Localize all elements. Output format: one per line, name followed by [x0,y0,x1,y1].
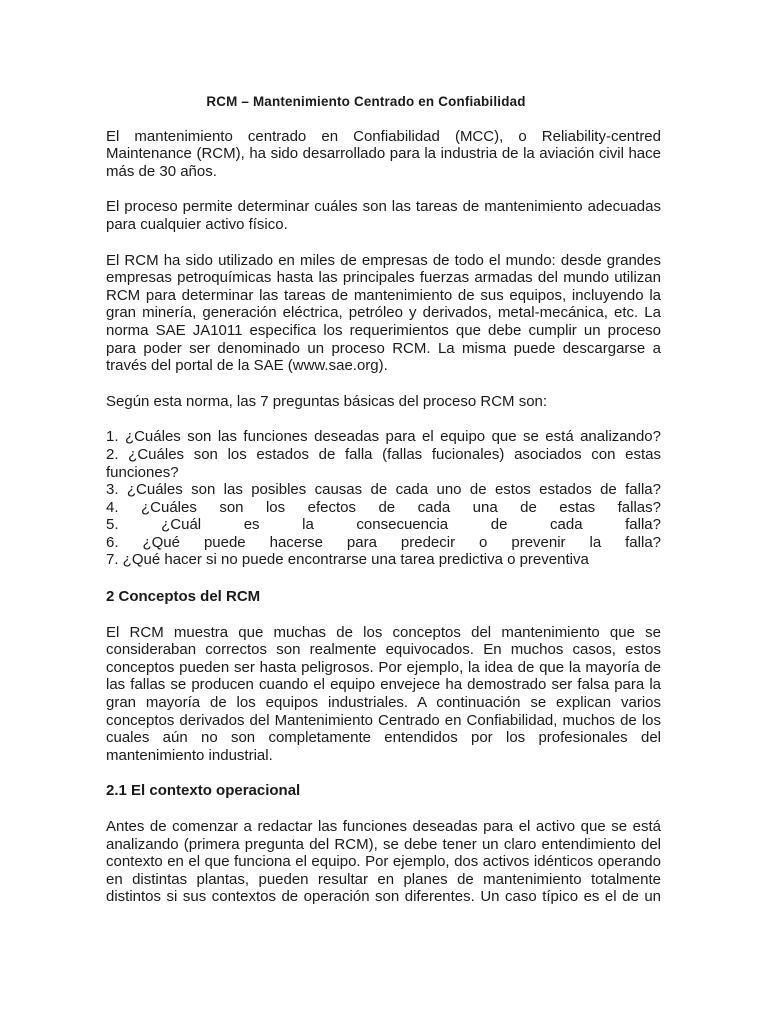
question-item: 2. ¿Cuáles son los estados de falla (fallas fucionales) asociados con estas funciones? [106,445,661,481]
document-page [106,93,661,924]
section-heading-contexto: 2.1 El contexto operacional [106,782,301,800]
question-item: 7. ¿Qué hacer si no puede encontrarse una tarea predictiva o preventiva [106,551,589,569]
question-item: 4. ¿Cuáles son los efectos de cada una de estas fallas? [106,498,661,516]
paragraph-conceptos: El RCM muestra que muchas de los conceptos del mantenimiento que se consideraban correctos son realmente equivocados. En muchos casos, estos conceptos pueden ser hasta peligrosos. Por ejemplo, la idea de que la mayoría de las fallas se producen cuando el equipo envejece ha demostrado ser falsa para la gran mayoría de los equipos industriales. A continuación se explican varios conceptos derivados del Mantenimiento Centrado en Confiabilidad, muchos de los cuales aún no son completamente entendidos por los profesionales del mantenimiento industrial. [106,623,661,764]
paragraph-intro: El mantenimiento centrado en Confiabilidad (MCC), o Reliability-centred Maintenance (RCM), ha sido desarrollado para la industria de la aviación civil hace más de 30 años. [106,127,661,180]
paragraph-questions-intro: Según esta norma, las 7 preguntas básicas del proceso RCM son: [106,392,548,410]
question-item: 5. ¿Cuál es la consecuencia de cada falla? [106,516,661,534]
questions-list [106,428,661,569]
paragraph-usage: El RCM ha sido utilizado en miles de empresas de todo el mundo: desde grandes empresas petroquímicas hasta las principales fuerzas armadas del mundo utilizan RCM para determinar las tareas de mantenimiento de sus equipos, incluyendo la gran minería, generación eléctrica, petróleo y derivados, metal-mecánica, etc. La norma SAE JA1011 especifica los requerimientos que debe cumplir un proceso para poder ser denominado un proceso RCM. La misma puede descargarse a través del portal de la SAE (www.sae.org). [106,251,661,375]
paragraph-process: El proceso permite determinar cuáles son las tareas de mantenimiento adecuadas para cualquier activo físico. [106,198,661,233]
question-item: 6. ¿Qué puede hacerse para predecir o prevenir la falla? [106,533,661,551]
question-item: 1. ¿Cuáles son las funciones deseadas para el equipo que se está analizando? [106,428,661,446]
document-title: RCM – Mantenimiento Centrado en Confiabilidad [206,94,526,109]
question-item: 3. ¿Cuáles son las posibles causas de cada uno de estos estados de falla? [106,481,661,499]
section-heading-conceptos: 2 Conceptos del RCM [106,588,261,606]
paragraph-contexto: Antes de comenzar a redactar las funciones deseadas para el activo que se está analizando (primera pregunta del RCM), se debe tener un claro entendimiento del contexto en el que funciona el equipo. Por ejemplo, dos activos idénticos operando en distintas plantas, pueden resultar en planes de mantenimiento totalmente distintos si sus contextos de operación son diferentes. Un caso típico es el de un [106,818,661,906]
